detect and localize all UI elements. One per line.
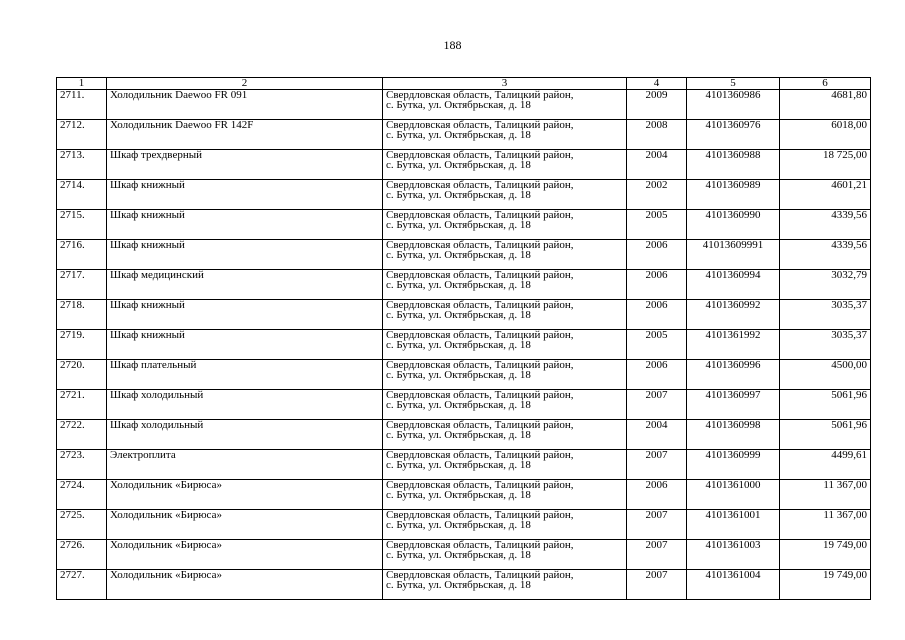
header-col-6: 6 xyxy=(780,78,871,90)
address-line-1: Свердловская область, Талицкий район, xyxy=(386,479,574,491)
item-year: 2007 xyxy=(627,450,687,480)
item-year: 2006 xyxy=(627,360,687,390)
item-address xyxy=(383,90,627,120)
item-address xyxy=(383,480,627,510)
item-cost: 3035,37 xyxy=(780,330,871,360)
address-line-1: Свердловская область, Талицкий район, xyxy=(386,149,574,161)
table-row xyxy=(57,540,871,570)
item-cost: 4601,21 xyxy=(780,180,871,210)
item-cost: 11 367,00 xyxy=(780,510,871,540)
item-address xyxy=(383,240,627,270)
inventory-number: 4101360988 xyxy=(687,150,780,180)
item-year: 2006 xyxy=(627,270,687,300)
item-cost: 19 749,00 xyxy=(780,540,871,570)
item-name: Холодильник Daewoo FR 142F xyxy=(107,120,383,150)
address-line-2: с. Бутка, ул. Октябрьская, д. 18 xyxy=(386,99,531,111)
row-number: 2723. xyxy=(57,450,107,480)
item-address xyxy=(383,510,627,540)
item-cost: 19 749,00 xyxy=(780,570,871,600)
address-line-1: Свердловская область, Талицкий район, xyxy=(386,299,574,311)
address-line-2: с. Бутка, ул. Октябрьская, д. 18 xyxy=(386,339,531,351)
item-address xyxy=(383,120,627,150)
inventory-number: 4101360996 xyxy=(687,360,780,390)
item-name: Холодильник «Бирюса» xyxy=(107,510,383,540)
address-line-2: с. Бутка, ул. Октябрьская, д. 18 xyxy=(386,549,531,561)
inventory-number: 4101360992 xyxy=(687,300,780,330)
header-col-4: 4 xyxy=(627,78,687,90)
item-address xyxy=(383,210,627,240)
address-line-2: с. Бутка, ул. Октябрьская, д. 18 xyxy=(386,159,531,171)
table-row xyxy=(57,480,871,510)
item-cost: 5061,96 xyxy=(780,420,871,450)
item-year: 2005 xyxy=(627,330,687,360)
inventory-number: 4101361001 xyxy=(687,510,780,540)
row-number: 2726. xyxy=(57,540,107,570)
item-cost: 3035,37 xyxy=(780,300,871,330)
inventory-number: 4101360994 xyxy=(687,270,780,300)
row-number: 2717. xyxy=(57,270,107,300)
row-number: 2725. xyxy=(57,510,107,540)
inventory-number: 4101361003 xyxy=(687,540,780,570)
item-address xyxy=(383,540,627,570)
item-name: Холодильник «Бирюса» xyxy=(107,540,383,570)
inventory-number: 4101360976 xyxy=(687,120,780,150)
table-header-row xyxy=(57,78,871,90)
address-line-1: Свердловская область, Талицкий район, xyxy=(386,569,574,581)
address-line-1: Свердловская область, Талицкий район, xyxy=(386,329,574,341)
item-name: Шкаф холодильный xyxy=(107,420,383,450)
address-line-2: с. Бутка, ул. Октябрьская, д. 18 xyxy=(386,309,531,321)
item-year: 2005 xyxy=(627,210,687,240)
header-col-2: 2 xyxy=(107,78,383,90)
row-number: 2714. xyxy=(57,180,107,210)
item-address xyxy=(383,570,627,600)
item-cost: 5061,96 xyxy=(780,390,871,420)
address-line-2: с. Бутка, ул. Октябрьская, д. 18 xyxy=(386,459,531,471)
item-address xyxy=(383,270,627,300)
header-col-5: 5 xyxy=(687,78,780,90)
inventory-number: 4101361000 xyxy=(687,480,780,510)
table-row xyxy=(57,390,871,420)
table-row xyxy=(57,570,871,600)
item-address xyxy=(383,180,627,210)
row-number: 2724. xyxy=(57,480,107,510)
address-line-2: с. Бутка, ул. Октябрьская, д. 18 xyxy=(386,279,531,291)
table-row xyxy=(57,360,871,390)
item-name: Шкаф книжный xyxy=(107,240,383,270)
item-address xyxy=(383,330,627,360)
item-name: Электроплита xyxy=(107,450,383,480)
item-address xyxy=(383,300,627,330)
item-year: 2004 xyxy=(627,420,687,450)
item-cost: 6018,00 xyxy=(780,120,871,150)
item-cost: 3032,79 xyxy=(780,270,871,300)
item-address xyxy=(383,420,627,450)
address-line-2: с. Бутка, ул. Октябрьская, д. 18 xyxy=(386,519,531,531)
address-line-1: Свердловская область, Талицкий район, xyxy=(386,269,574,281)
address-line-1: Свердловская область, Талицкий район, xyxy=(386,119,574,131)
item-year: 2007 xyxy=(627,540,687,570)
item-year: 2004 xyxy=(627,150,687,180)
table-row xyxy=(57,150,871,180)
row-number: 2715. xyxy=(57,210,107,240)
inventory-number: 4101360997 xyxy=(687,390,780,420)
item-name: Шкаф книжный xyxy=(107,330,383,360)
header-col-3: 3 xyxy=(383,78,627,90)
item-year: 2007 xyxy=(627,390,687,420)
row-number: 2712. xyxy=(57,120,107,150)
item-name: Шкаф плательный xyxy=(107,360,383,390)
page-number: 188 xyxy=(443,38,462,52)
header-col-1: 1 xyxy=(57,78,107,90)
address-line-1: Свердловская область, Талицкий район, xyxy=(386,449,574,461)
item-year: 2009 xyxy=(627,90,687,120)
table-row xyxy=(57,330,871,360)
item-name: Шкаф книжный xyxy=(107,210,383,240)
address-line-2: с. Бутка, ул. Октябрьская, д. 18 xyxy=(386,369,531,381)
address-line-1: Свердловская область, Талицкий район, xyxy=(386,89,574,101)
item-name: Холодильник «Бирюса» xyxy=(107,480,383,510)
address-line-1: Свердловская область, Талицкий район, xyxy=(386,179,574,191)
table-row xyxy=(57,270,871,300)
inventory-number: 4101360998 xyxy=(687,420,780,450)
address-line-2: с. Бутка, ул. Октябрьская, д. 18 xyxy=(386,219,531,231)
address-line-1: Свердловская область, Талицкий район, xyxy=(386,359,574,371)
address-line-1: Свердловская область, Талицкий район, xyxy=(386,509,574,521)
table-row xyxy=(57,420,871,450)
row-number: 2721. xyxy=(57,390,107,420)
item-name: Холодильник «Бирюса» xyxy=(107,570,383,600)
row-number: 2720. xyxy=(57,360,107,390)
address-line-2: с. Бутка, ул. Октябрьская, д. 18 xyxy=(386,189,531,201)
row-number: 2718. xyxy=(57,300,107,330)
item-year: 2006 xyxy=(627,480,687,510)
item-cost: 4339,56 xyxy=(780,240,871,270)
address-line-2: с. Бутка, ул. Октябрьская, д. 18 xyxy=(386,129,531,141)
item-name: Шкаф медицинский xyxy=(107,270,383,300)
item-year: 2006 xyxy=(627,240,687,270)
inventory-number: 41013609991 xyxy=(687,240,780,270)
table-row xyxy=(57,120,871,150)
item-name: Шкаф книжный xyxy=(107,300,383,330)
inventory-number: 4101361992 xyxy=(687,330,780,360)
address-line-1: Свердловская область, Талицкий район, xyxy=(386,389,574,401)
row-number: 2711. xyxy=(57,90,107,120)
property-registry-table xyxy=(56,77,871,600)
address-line-2: с. Бутка, ул. Октябрьская, д. 18 xyxy=(386,249,531,261)
row-number: 2713. xyxy=(57,150,107,180)
item-cost: 11 367,00 xyxy=(780,480,871,510)
item-address xyxy=(383,360,627,390)
item-name: Шкаф книжный xyxy=(107,180,383,210)
inventory-number: 4101361004 xyxy=(687,570,780,600)
item-address xyxy=(383,150,627,180)
row-number: 2719. xyxy=(57,330,107,360)
item-cost: 4500,00 xyxy=(780,360,871,390)
item-cost: 4339,56 xyxy=(780,210,871,240)
table-row xyxy=(57,90,871,120)
item-name: Шкаф холодильный xyxy=(107,390,383,420)
item-address xyxy=(383,450,627,480)
item-year: 2002 xyxy=(627,180,687,210)
table-row xyxy=(57,180,871,210)
address-line-1: Свердловская область, Талицкий район, xyxy=(386,239,574,251)
table-row xyxy=(57,300,871,330)
inventory-number: 4101360990 xyxy=(687,210,780,240)
address-line-1: Свердловская область, Талицкий район, xyxy=(386,209,574,221)
address-line-1: Свердловская область, Талицкий район, xyxy=(386,419,574,431)
item-address xyxy=(383,390,627,420)
item-cost: 18 725,00 xyxy=(780,150,871,180)
inventory-number: 4101360989 xyxy=(687,180,780,210)
table-row xyxy=(57,210,871,240)
inventory-number: 4101360986 xyxy=(687,90,780,120)
item-name: Шкаф трехдверный xyxy=(107,150,383,180)
address-line-2: с. Бутка, ул. Октябрьская, д. 18 xyxy=(386,399,531,411)
item-year: 2007 xyxy=(627,570,687,600)
address-line-2: с. Бутка, ул. Октябрьская, д. 18 xyxy=(386,429,531,441)
address-line-2: с. Бутка, ул. Октябрьская, д. 18 xyxy=(386,579,531,591)
row-number: 2727. xyxy=(57,570,107,600)
item-cost: 4499,61 xyxy=(780,450,871,480)
table-row xyxy=(57,240,871,270)
table-row xyxy=(57,450,871,480)
row-number: 2722. xyxy=(57,420,107,450)
item-year: 2007 xyxy=(627,510,687,540)
address-line-2: с. Бутка, ул. Октябрьская, д. 18 xyxy=(386,489,531,501)
item-year: 2006 xyxy=(627,300,687,330)
table-row xyxy=(57,510,871,540)
table-body xyxy=(57,90,871,600)
address-line-1: Свердловская область, Талицкий район, xyxy=(386,539,574,551)
item-name: Холодильник Daewoo FR 091 xyxy=(107,90,383,120)
item-year: 2008 xyxy=(627,120,687,150)
item-cost: 4681,80 xyxy=(780,90,871,120)
inventory-number: 4101360999 xyxy=(687,450,780,480)
row-number: 2716. xyxy=(57,240,107,270)
